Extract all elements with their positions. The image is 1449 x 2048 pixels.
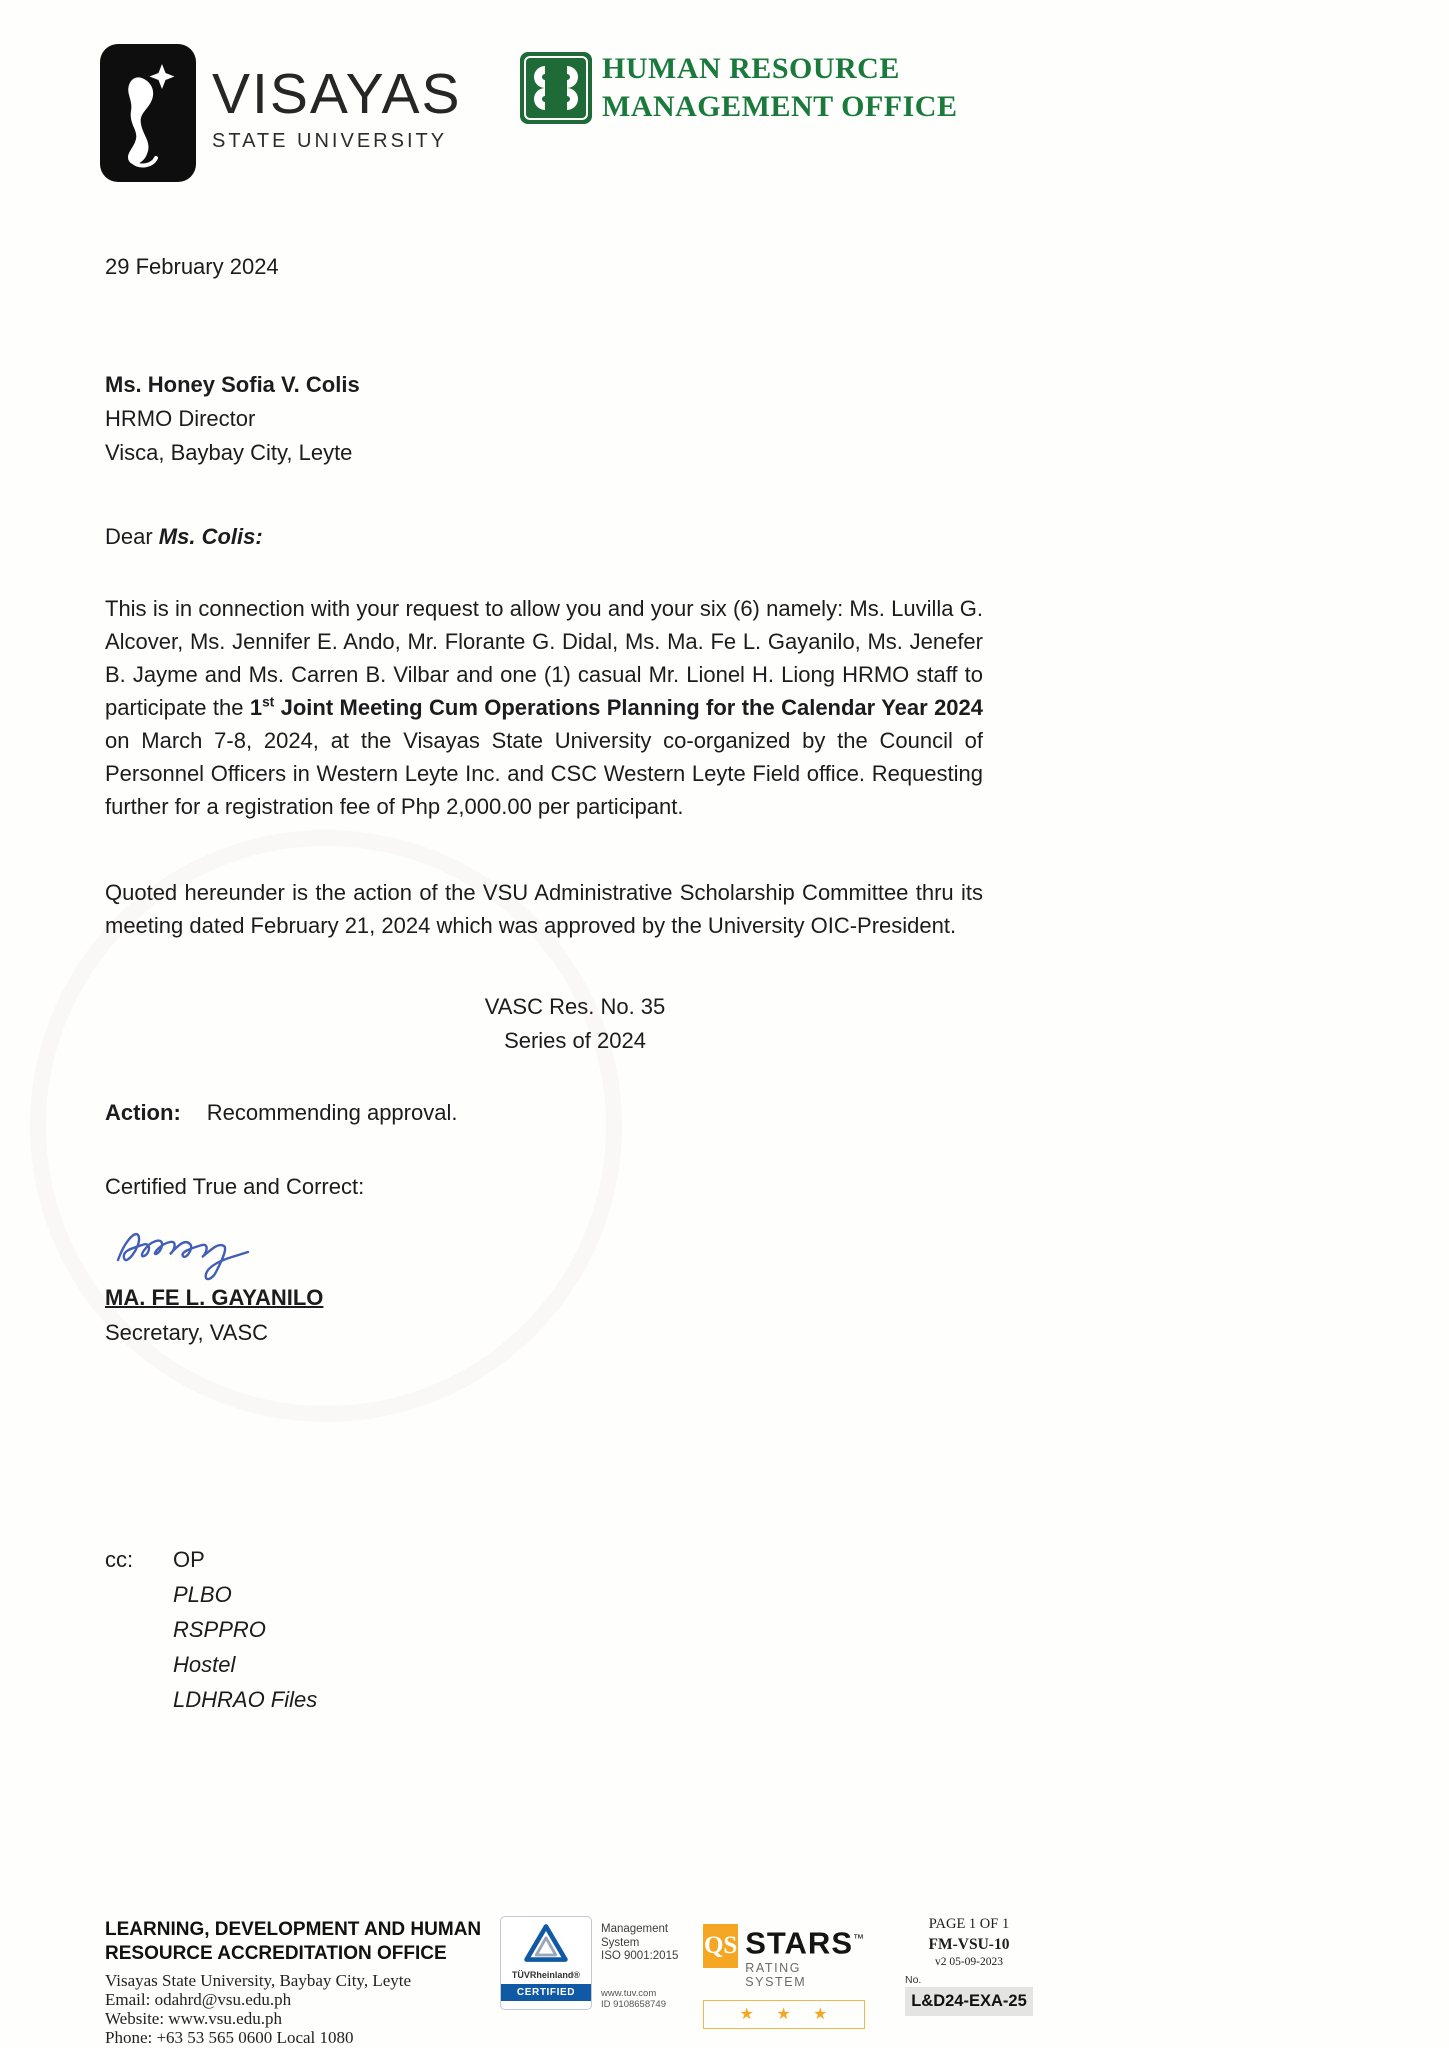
office-name-line1: HUMAN RESOURCE	[602, 52, 900, 85]
recipient-title: HRMO Director	[105, 406, 256, 431]
qs-star-rating-icons: ★ ★ ★	[703, 2000, 865, 2029]
vsu-logo-icon	[100, 44, 196, 182]
footer-email: Email: odahrd@vsu.edu.ph	[105, 1990, 292, 2009]
event-title-ordinal: st	[262, 694, 275, 710]
body-paragraph-2: Quoted hereunder is the action of the VSU Administrative Scholarship Committee thru its meeting dated February 21, 2024 which was approved by the University OIC-President.	[105, 880, 983, 938]
cc-row	[105, 1542, 317, 1577]
office-wordmark	[602, 50, 957, 126]
tuv-triangle-icon	[523, 1923, 569, 1963]
cc-row	[105, 1612, 317, 1647]
page-number: PAGE 1 OF 1	[928, 1916, 1010, 1932]
tuv-id: ID 9108658749	[601, 1998, 666, 2010]
signatory-name: MA. FE L. GAYANILO	[105, 1285, 324, 1310]
tuv-certified-banner: CERTIFIED	[501, 1984, 591, 2001]
footer-office-name-line1: LEARNING, DEVELOPMENT AND HUMAN	[105, 1919, 482, 1940]
doc-number-label: No.	[905, 1974, 922, 1986]
event-title-number: 1	[249, 695, 263, 720]
certification-line: Certified True and Correct:	[105, 1174, 365, 1199]
qs-trademark-symbol: ™	[853, 1933, 865, 1945]
page-footer	[105, 1916, 1409, 2048]
event-title	[250, 695, 983, 720]
cc-label: cc:	[105, 1547, 134, 1572]
qs-badge-icon: QS	[703, 1924, 738, 1968]
university-name: VISAYAS	[212, 62, 462, 126]
tuv-system-line1: Management	[601, 1923, 669, 1935]
signature-ink	[112, 1222, 264, 1284]
resolution-block	[105, 990, 1045, 1058]
recipient-address: Visca, Baybay City, Leyte	[105, 440, 353, 465]
body-paragraph-1	[105, 592, 983, 823]
doc-number-value: L&D24-EXA-25	[905, 1987, 1033, 2016]
tuv-certification-mark	[500, 1916, 678, 2010]
footer-office-block	[105, 1918, 495, 2047]
qs-stars-wordmark	[745, 1924, 865, 1961]
qs-stars-text: STARS	[745, 1925, 853, 1961]
university-subtitle: STATE UNIVERSITY	[212, 130, 448, 152]
footer-office-name-line2: RESOURCE ACCREDITATION OFFICE	[105, 1943, 447, 1964]
tuv-iso: ISO 9001:2015	[601, 1950, 679, 1962]
resolution-series: Series of 2024	[504, 1028, 646, 1053]
para1-text-start: This is in connection with your request to allow you and your six (6) namely: Ms. Luvilla G. Alcover, Ms. Jennifer E. Ando, Mr. Florante G. Didal, Ms. Ma. Fe L. Gayanilo, Ms. Jenefer B. Jayme and Ms. Carren B. Vilbar and one (1) casual Mr. Lionel H. Liong HRMO staff to participate the	[105, 596, 983, 720]
tuv-system-line2: System	[601, 1936, 640, 1949]
event-title-rest: Joint Meeting Cum Operations Planning for the Calendar Year 2024	[274, 695, 984, 720]
letter-date: 29 February 2024	[105, 254, 279, 279]
form-code: FM-VSU-10	[928, 1936, 1010, 1953]
action-line	[105, 1096, 457, 1129]
signatory-title: Secretary, VASC	[105, 1320, 269, 1345]
cc-item: RSPPRO	[173, 1617, 266, 1642]
footer-phone: Phone: +63 53 565 0600 Local 1080	[105, 2028, 354, 2047]
qs-rating-system-text: RATING SYSTEM	[745, 1961, 807, 1990]
footer-website: Website: www.vsu.edu.ph	[105, 2009, 282, 2028]
office-name-line2: MANAGEMENT OFFICE	[602, 90, 958, 123]
recipient-block	[105, 368, 360, 470]
cc-item: PLBO	[173, 1582, 232, 1607]
para1-text-end: on March 7-8, 2024, at the Visayas State University co-organized by the Council of Personnel Officers in Western Leyte Inc. and CSC Western Leyte Field office. Requesting further for a registration fee of Php 2,000.00 per participant.	[105, 728, 983, 819]
cc-item: LDHRAO Files	[173, 1687, 318, 1712]
cc-row	[105, 1577, 317, 1612]
form-version: v2 05-09-2023	[934, 1956, 1004, 1968]
salutation	[105, 520, 263, 553]
action-text: Recommending approval.	[206, 1100, 458, 1125]
tuv-logo	[500, 1916, 592, 2010]
resolution-number: VASC Res. No. 35	[484, 994, 666, 1019]
tuv-info-text	[601, 1916, 678, 2010]
cc-block	[105, 1542, 317, 1717]
footer-address: Visayas State University, Baybay City, Leyte	[105, 1971, 412, 1990]
form-control-block	[905, 1916, 1033, 2016]
tuv-url: www.tuv.com	[601, 1987, 657, 1999]
hrmo-logo-icon	[520, 52, 592, 124]
vsu-wordmark	[212, 62, 462, 153]
cc-row	[105, 1647, 317, 1682]
cc-item: OP	[173, 1547, 205, 1572]
action-label: Action:	[105, 1100, 181, 1125]
salutation-name: Ms. Colis:	[158, 524, 263, 549]
cc-row	[105, 1682, 317, 1717]
qs-stars-mark	[703, 1924, 865, 2029]
cc-item: Hostel	[173, 1652, 236, 1677]
recipient-name: Ms. Honey Sofia V. Colis	[105, 372, 360, 397]
tuv-brand-text: TÜVRheinland®	[511, 1970, 581, 1980]
salutation-prefix: Dear	[105, 524, 159, 549]
letterhead	[0, 40, 1449, 195]
